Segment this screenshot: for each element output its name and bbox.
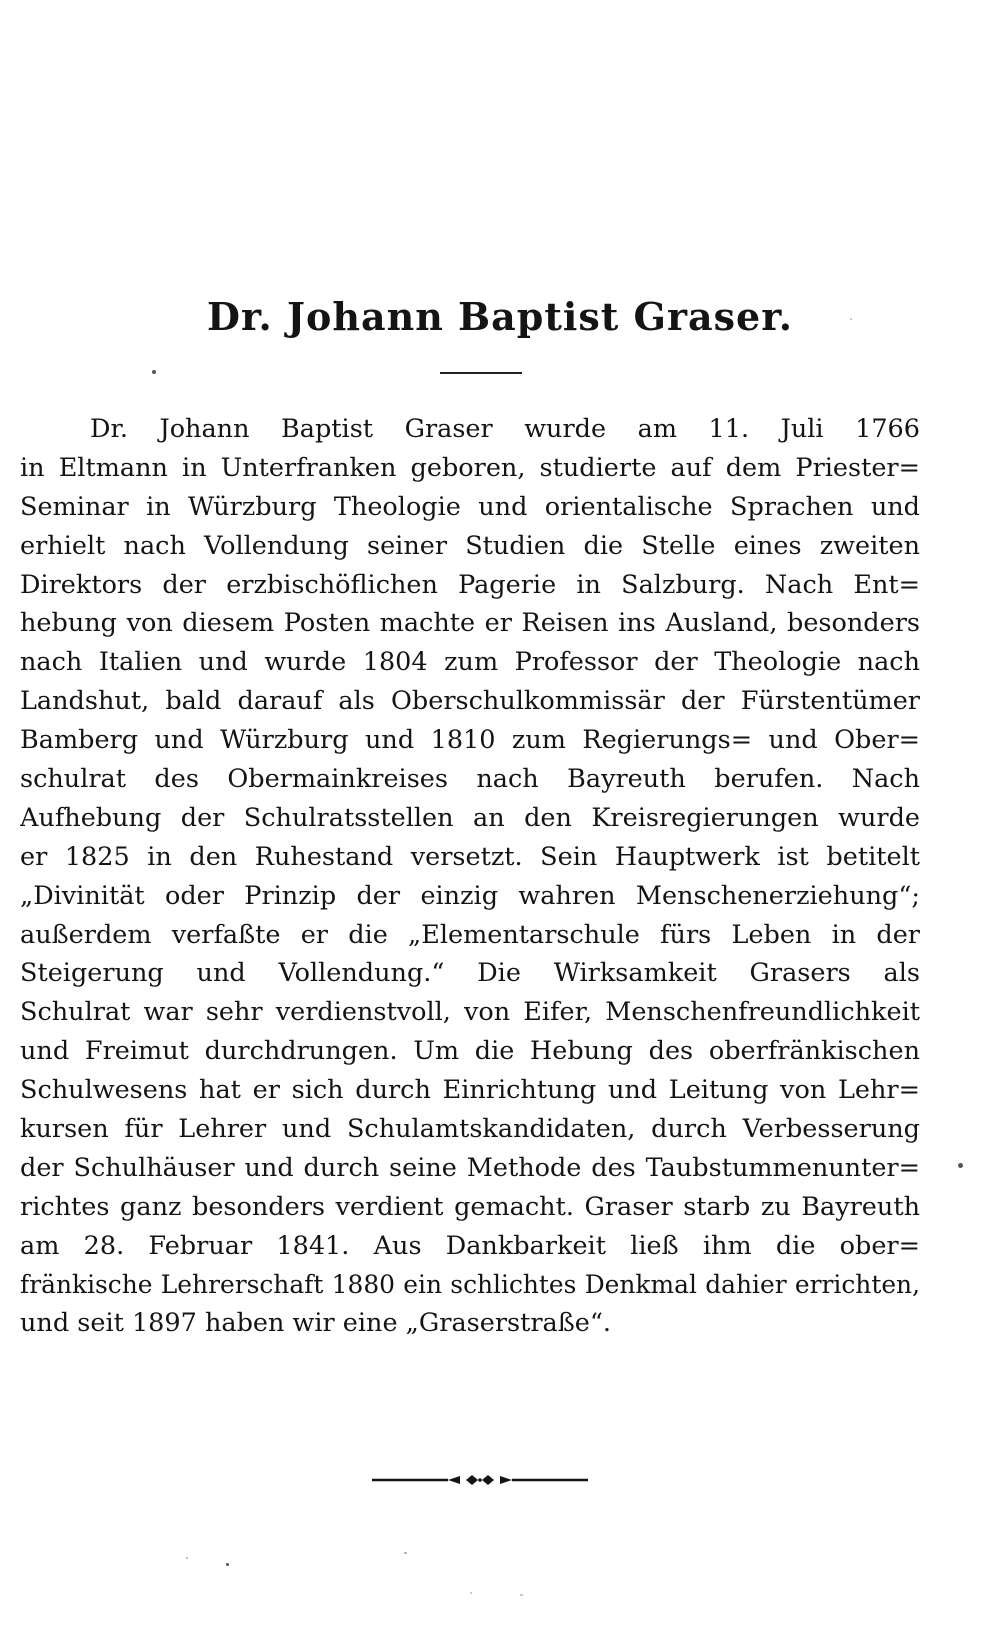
text-line: außerdem verfaßte er die „Elementarschule fürs Leben in der bbox=[20, 919, 920, 950]
text-line: fränkische Lehrerschaft 1880 ein schlichtes Denkmal dahier errichten, bbox=[20, 1269, 920, 1299]
text-line: kursen für Lehrer und Schulamtskandidaten, durch Verbesserung bbox=[20, 1114, 920, 1145]
text-line: Schulwesens hat er sich durch Einrichtung und Leitung von Lehr= bbox=[20, 1075, 920, 1106]
text-line: und seit 1897 haben wir eine „Graserstraße“. bbox=[20, 1308, 612, 1339]
text-line: schulrat des Obermainkreises nach Bayreuth berufen. Nach bbox=[20, 764, 920, 795]
body-paragraph bbox=[20, 410, 920, 1343]
scan-speck bbox=[152, 370, 156, 374]
text-line: Schulrat war sehr verdienstvoll, von Eifer, Menschenfreundlichkeit bbox=[20, 997, 920, 1028]
text-line: hebung von diesem Posten machte er Reisen ins Ausland, besonders bbox=[20, 608, 920, 639]
scan-speck bbox=[404, 1552, 407, 1554]
text-line: der Schulhäuser und durch seine Methode des Taubstummenunter= bbox=[20, 1152, 920, 1183]
text-line: Landshut, bald darauf als Oberschulkommissär der Fürstentümer bbox=[20, 686, 920, 717]
text-line: in Eltmann in Unterfranken geboren, studierte auf dem Priester= bbox=[20, 452, 920, 483]
text-line: „Divinität oder Prinzip der einzig wahren Menschenerziehung“; bbox=[20, 880, 920, 911]
text-line: Steigerung und Vollendung.“ Die Wirksamkeit Grasers als bbox=[20, 958, 920, 989]
scan-speck bbox=[470, 1592, 472, 1594]
page-title: Dr. Johann Baptist Graser. bbox=[207, 294, 793, 339]
scan-speck bbox=[520, 1594, 523, 1596]
text-line: erhielt nach Vollendung seiner Studien die Stelle eines zweiten bbox=[20, 530, 920, 561]
scan-speck bbox=[958, 1163, 963, 1168]
text-line: Dr. Johann Baptist Graser wurde am 11. Juli 1766 bbox=[90, 414, 920, 444]
scan-speck bbox=[850, 318, 852, 320]
text-line: Aufhebung der Schulratsstellen an den Kreisregierungen wurde bbox=[20, 802, 920, 833]
text-line: und Freimut durchdrungen. Um die Hebung des oberfränkischen bbox=[20, 1036, 920, 1067]
text-line: Seminar in Würzburg Theologie und orientalische Sprachen und bbox=[20, 491, 920, 522]
title-divider bbox=[440, 372, 522, 374]
text-line: richtes ganz besonders verdient gemacht. Graser starb zu Bayreuth bbox=[20, 1191, 920, 1222]
end-ornament-icon bbox=[370, 1474, 590, 1486]
text-line: Direktors der erzbischöflichen Pagerie in Salzburg. Nach Ent= bbox=[20, 569, 920, 600]
text-line: nach Italien und wurde 1804 zum Professor der Theologie nach bbox=[20, 647, 920, 678]
text-line: am 28. Februar 1841. Aus Dankbarkeit ließ ihm die ober= bbox=[20, 1230, 920, 1261]
text-line: er 1825 in den Ruhestand versetzt. Sein Hauptwerk ist betitelt bbox=[20, 841, 920, 872]
scan-speck bbox=[226, 1563, 229, 1566]
scan-speck bbox=[186, 1557, 188, 1559]
text-line: Bamberg und Würzburg und 1810 zum Regierungs= und Ober= bbox=[20, 725, 920, 756]
